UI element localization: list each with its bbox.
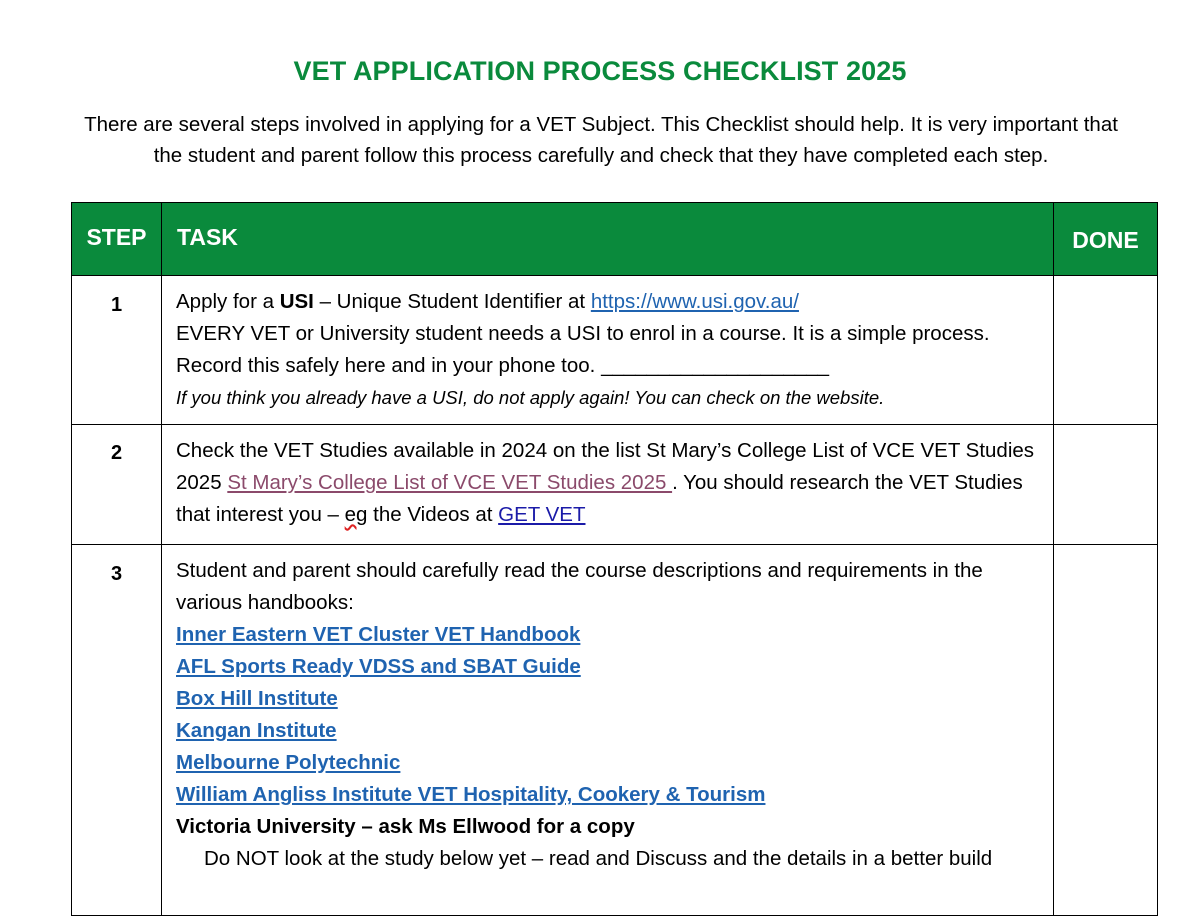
task-text: . You should research the VET Studies that interest you – <box>176 471 1023 526</box>
task-cell <box>162 545 1054 916</box>
page-title: VET APPLICATION PROCESS CHECKLIST 2025 <box>293 56 907 86</box>
task-cell <box>162 425 1054 545</box>
done-cell[interactable] <box>1054 425 1158 545</box>
header-done: DONE <box>1054 203 1158 276</box>
handbook-link-inner-eastern[interactable]: Inner Eastern VET Cluster VET Handbook <box>176 623 581 646</box>
task-text: – Unique Student Identifier at <box>313 290 591 313</box>
table-row <box>72 425 1158 545</box>
vet-studies-list-link[interactable]: St Mary’s College List of VCE VET Studies 2025 <box>227 471 673 494</box>
bullet-line: Do NOT look at the study below yet – read and Discuss and the details in a better build <box>204 847 993 870</box>
victoria-university-note: Victoria University – ask Ms Ellwood for a copy <box>176 815 635 838</box>
handbook-link-box-hill[interactable]: Box Hill Institute <box>176 687 338 710</box>
handbook-link-melbourne-polytechnic[interactable]: Melbourne Polytechnic <box>176 751 401 774</box>
task-text: Apply for a <box>176 290 280 313</box>
usi-note: If you think you already have a USI, do not apply again! You can check on the website. <box>176 387 885 408</box>
handbook-link-william-angliss[interactable]: William Angliss Institute VET Hospitality, Cookery & Tourism <box>176 783 766 806</box>
header-step: STEP <box>72 203 162 276</box>
intro-paragraph: There are several steps involved in applying for a VET Subject. This Checklist should help. It is very important that the student and parent follow this process carefully and check that they have completed each step. <box>84 113 1118 167</box>
table-row <box>72 276 1158 425</box>
usi-label: USI <box>279 290 314 313</box>
usi-website-link[interactable]: https://www.usi.gov.au/ <box>590 290 799 313</box>
step-number: 2 <box>72 425 162 545</box>
get-vet-link[interactable]: GET VET <box>498 503 586 526</box>
handbook-link-afl[interactable]: AFL Sports Ready VDSS and SBAT Guide <box>176 655 581 678</box>
task-text: Student and parent should carefully read the course descriptions and requirements in the various handbooks: <box>176 559 983 614</box>
header-task: TASK <box>162 203 1054 276</box>
done-cell[interactable] <box>1054 545 1158 916</box>
table-row <box>72 545 1158 916</box>
task-text: the Videos at <box>367 503 499 526</box>
step-number: 1 <box>72 276 162 425</box>
task-text: Check the VET Studies available in 2024 on the list St Mary’s College List of VCE VET Studies 2025 <box>176 439 1035 494</box>
task-text: EVERY VET or University student needs a USI to enrol in a course. It is a simple process. Record this safely here and in your phone too. ____________________ <box>176 322 990 377</box>
step-number: 3 <box>72 545 162 916</box>
handbook-link-kangan[interactable]: Kangan Institute <box>176 719 337 742</box>
task-cell <box>162 276 1054 425</box>
table-header-row <box>72 203 1158 276</box>
spelling-flag: eg <box>344 503 368 526</box>
checklist-table <box>71 202 1158 916</box>
done-cell[interactable] <box>1054 276 1158 425</box>
